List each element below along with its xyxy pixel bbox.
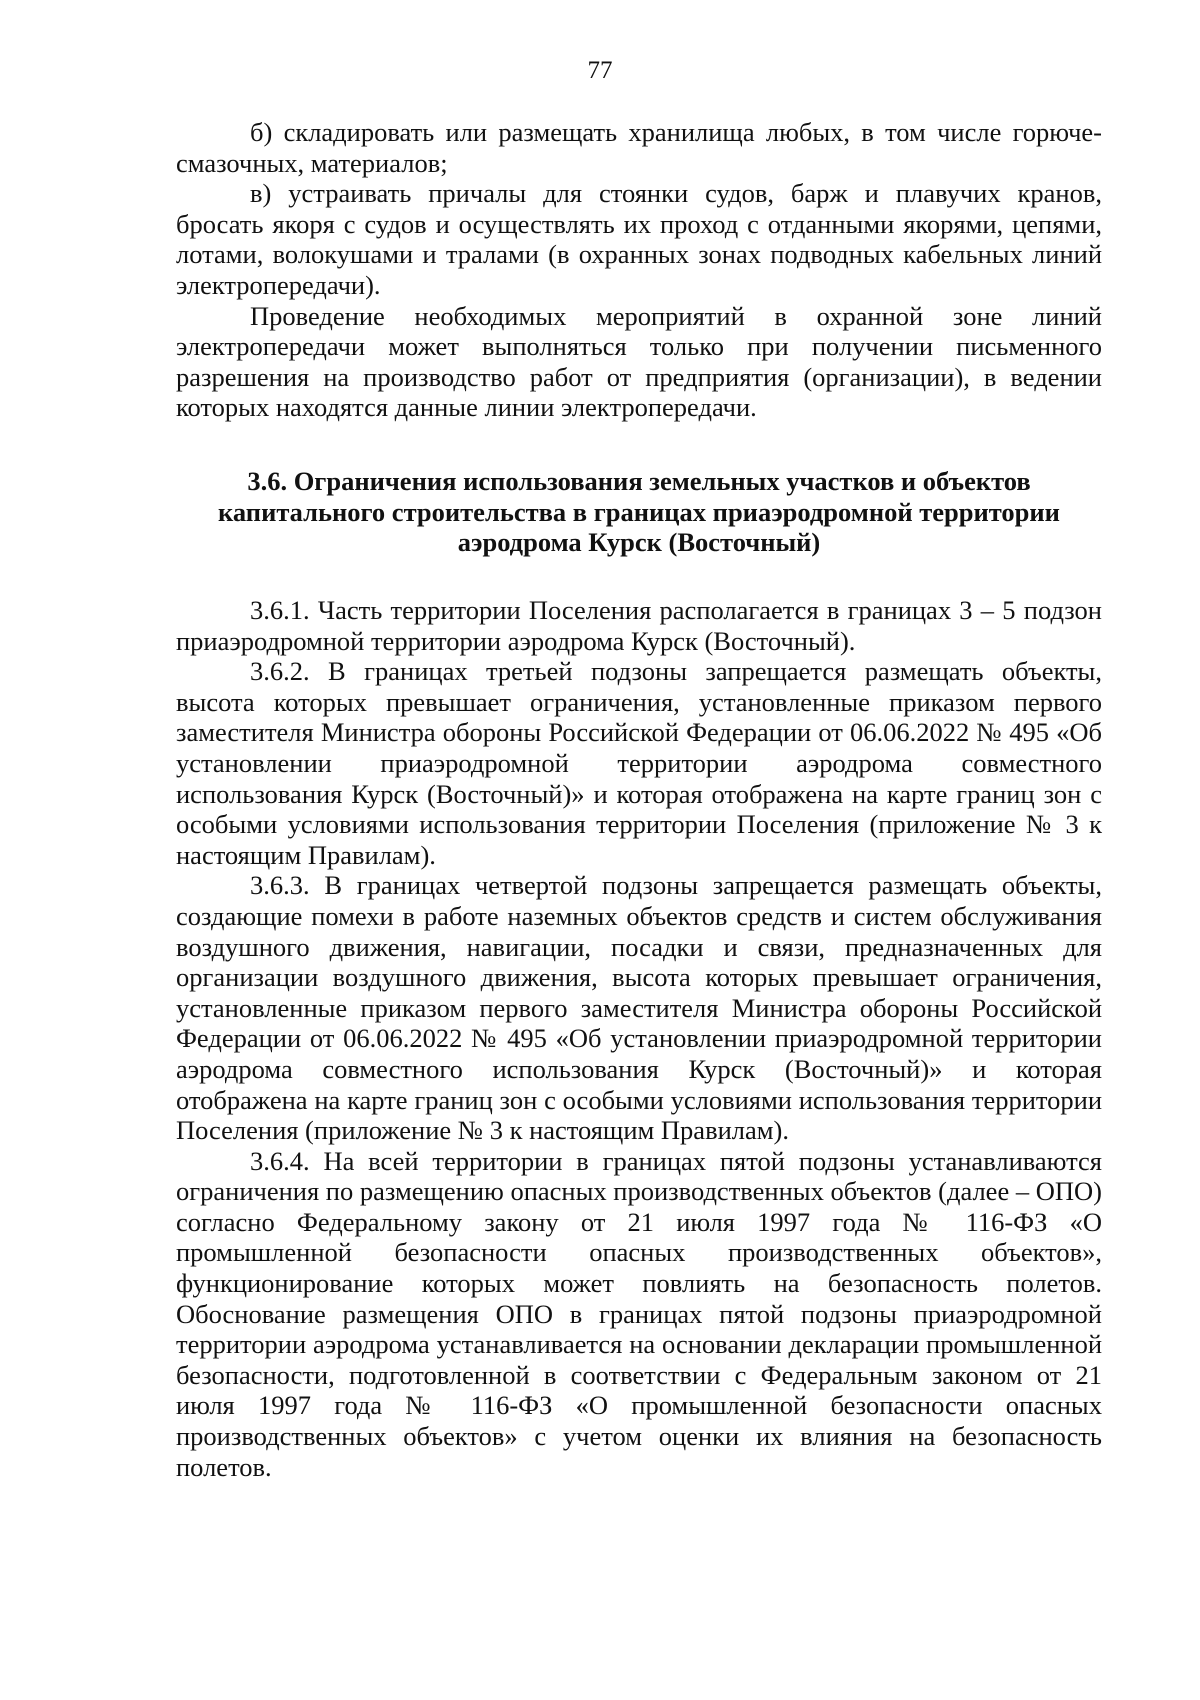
paragraph-3-6-4: 3.6.4. На всей территории в границах пятой подзоны устанавливаются ограничения по размещению опасных производственных объектов (далее – ОПО) согласно Федеральному закону от 21 июля 1997 года № 116-ФЗ «О промышленной безопасности опасных производственных объектов», функционирование которых может повлиять на безопасность полетов. Обоснование размещения ОПО в границах пятой подзоны приаэродромной территории аэродрома устанавливается на основании декларации промышленной безопасности, подготовленной в соответствии с Федеральным законом от 21 июля 1997 года № 116-ФЗ «О промышленной безопасности опасных производственных объектов» с учетом оценки их влияния на безопасность полетов. [176, 1145, 1102, 1482]
paragraph-3-6-3: 3.6.3. В границах четвертой подзоны запрещается размещать объекты, создающие помехи в работе наземных объектов средств и систем обслуживания воздушного движения, навигации, посадки и связи, предназначенных для организации воздушного движения, высота которых превышает ограничения, установленные приказом первого заместителя Министра обороны Российской Федерации от 06.06.2022 № 495 «Об установлении приаэродромной территории аэродрома совместного использования Курск (Восточный)» и которая отображена на карте границ зон с особыми условиями использования территории Поселения (приложение № 3 к настоящим Правилам). [176, 870, 1102, 1146]
paragraph-3-6-1: 3.6.1. Часть территории Поселения располагается в границах 3 – 5 подзон приаэродромной территории аэродрома Курск (Восточный). [176, 595, 1102, 656]
section-heading: 3.6. Ограничения использования земельных участков и объектов капитального строительства в границах приаэродромной территории аэродрома Курск (Восточный) [218, 466, 1060, 558]
paragraph-3-6-2: 3.6.2. В границах третьей подзоны запрещается размещать объекты, высота которых превышает ограничения, установленные приказом первого заместителя Министра обороны Российской Федерации от 06.06.2022 № 495 «Об установлении приаэродромной территории аэродрома совместного использования Курск (Восточный)» и которая отображена на карте границ зон с особыми условиями использования территории Поселения (приложение № 3 к настоящим Правилам). [176, 656, 1102, 870]
paragraph-item-b: б) складировать или размещать хранилища любых, в том числе горюче-смазочных, материалов; [176, 117, 1102, 178]
page-number: 77 [587, 57, 613, 84]
section-text-block [176, 595, 1102, 1482]
paragraph-permission: Проведение необходимых мероприятий в охранной зоне линий электропередачи может выполняться только при получении письменного разрешения на производство работ от предприятия (организации), в ведении которых находятся данные линии электропередачи. [176, 300, 1102, 423]
intro-text-block [176, 117, 1102, 423]
paragraph-item-v: в) устраивать причалы для стоянки судов, барж и плавучих кранов, бросать якоря с судов и осуществлять их проход с отданными якорями, цепями, лотами, волокушами и тралами (в охранных зонах подводных кабельных линий электропередачи). [176, 178, 1102, 300]
